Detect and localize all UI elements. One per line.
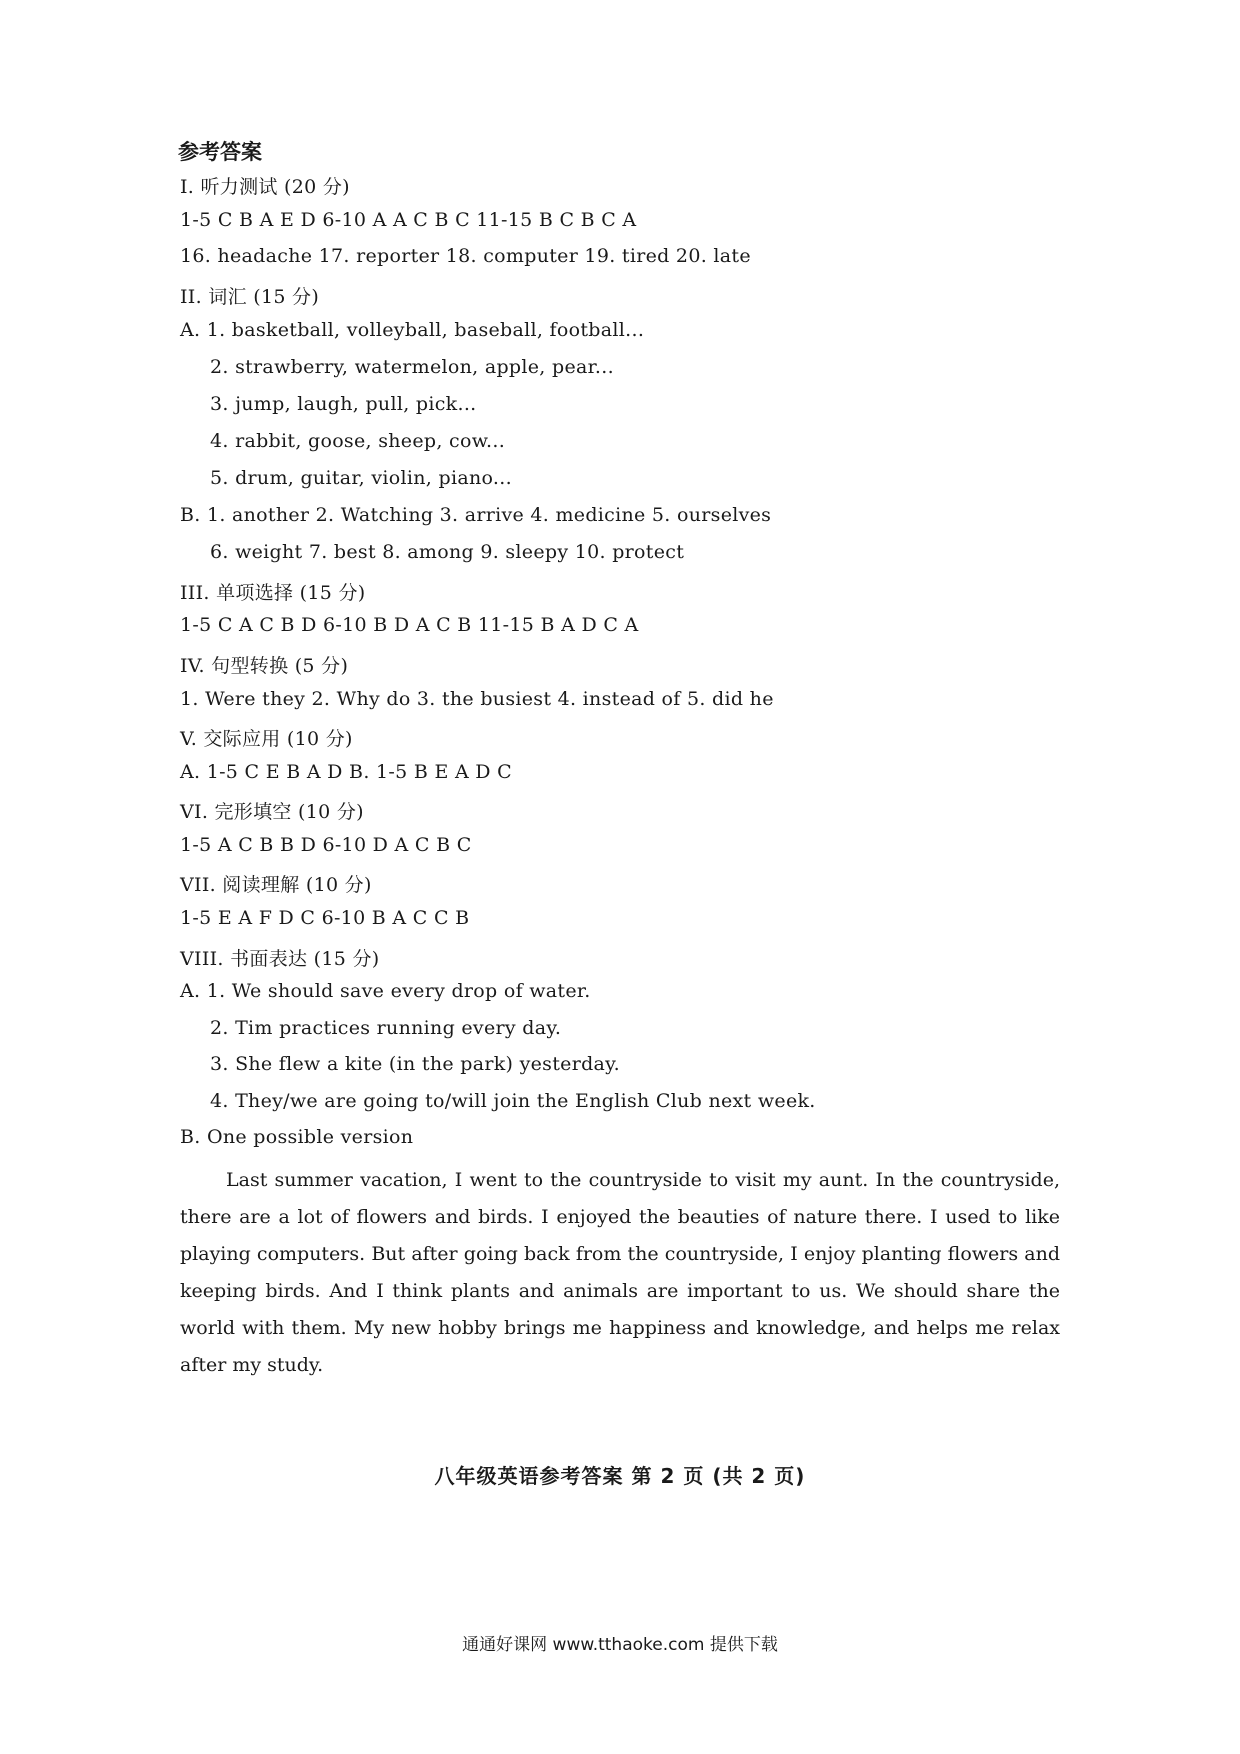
section-1-answers-1: 1-5 C B A E D 6-10 A A C B C 11-15 B C B C A [180,209,637,231]
section-1-answers-2: 16. headache 17. reporter 18. computer 19. tired 20. late [180,245,751,267]
section-1-header: I. 听力测试 (20 分) [180,176,350,198]
section-7-answers: 1-5 E A F D C 6-10 B A C C B [180,907,470,929]
section-8-a4: 4. They/we are going to/will join the English Club next week. [210,1090,816,1112]
section-2-b1: B. 1. another 2. Watching 3. arrive 4. medicine 5. ourselves [180,504,772,526]
section-5-header: V. 交际应用 (10 分) [180,728,353,750]
page-footer: 八年级英语参考答案 第 2 页 (共 2 页) [434,1464,806,1488]
sample-essay: Last summer vacation, I went to the countryside to visit my aunt. In the countryside, there are a lot of flowers and birds. I enjoyed the beauties of nature there. I used to like playing computers. But after going back from the countryside, I enjoy planting flowers and keeping birds. And I think plants and animals are important to us. We should share the world with them. My new hobby brings me happiness and knowledge, and helps me relax after my study. [180,1169,1060,1376]
section-2-b2: 6. weight 7. best 8. among 9. sleepy 10. protect [210,541,685,563]
section-4-header: IV. 句型转换 (5 分) [180,655,349,677]
section-2-a1: A. 1. basketball, volleyball, baseball, football... [180,319,645,341]
section-7-header: VII. 阅读理解 (10 分) [180,874,372,896]
section-3-answers: 1-5 C A C B D 6-10 B D A C B 11-15 B A D C A [180,614,639,636]
section-2-a2: 2. strawberry, watermelon, apple, pear... [210,356,614,378]
section-2-header: II. 词汇 (15 分) [180,286,320,308]
section-3-header: III. 单项选择 (15 分) [180,582,366,604]
section-8-a3: 3. She flew a kite (in the park) yesterday. [210,1053,621,1075]
download-credit: 通通好课网 www.tthaoke.com 提供下载 [462,1635,778,1655]
section-2-a5: 5. drum, guitar, violin, piano... [210,467,512,489]
section-6-answers: 1-5 A C B B D 6-10 D A C B C [180,834,472,856]
section-2-a4: 4. rabbit, goose, sheep, cow... [210,430,506,452]
section-8-header: VIII. 书面表达 (15 分) [180,948,380,970]
page-title: 参考答案 [178,140,262,164]
section-8-b-label: B. One possible version [180,1126,414,1148]
section-4-answers: 1. Were they 2. Why do 3. the busiest 4. instead of 5. did he [180,688,774,710]
section-8-a1: A. 1. We should save every drop of water. [180,980,591,1002]
section-6-header: VI. 完形填空 (10 分) [180,801,364,823]
section-8-a2: 2. Tim practices running every day. [210,1017,562,1039]
section-5-answers: A. 1-5 C E B A D B. 1-5 B E A D C [180,761,513,783]
section-2-a3: 3. jump, laugh, pull, pick... [210,393,477,415]
